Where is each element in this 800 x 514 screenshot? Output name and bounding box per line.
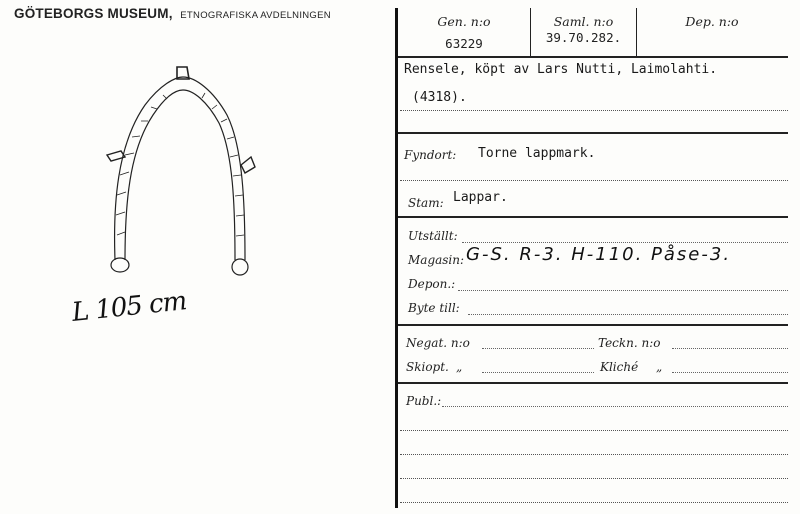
dotted-rule — [672, 348, 788, 349]
rule — [398, 382, 788, 384]
rule — [398, 324, 788, 326]
skiopt-value: „ — [456, 360, 463, 374]
museum-name: GÖTEBORGS MUSEUM, — [14, 6, 173, 21]
skiopt-label: Skiopt. — [406, 360, 449, 374]
magasin-label: Magasin: — [408, 253, 465, 267]
dotted-rule — [482, 372, 594, 373]
dotted-rule — [672, 372, 788, 373]
department-name: ETNOGRAFISKA AVDELNINGEN — [180, 10, 331, 21]
saml-value: 39.70.282. — [545, 30, 622, 45]
dotted-rule — [458, 290, 788, 291]
dotted-rule — [400, 478, 788, 479]
description-line-2: (4318). — [412, 90, 467, 105]
dotted-rule — [462, 242, 788, 243]
fyndort-label: Fyndort: — [404, 148, 457, 162]
dotted-rule — [442, 406, 788, 407]
negat-label: Negat. n:o — [406, 336, 470, 350]
dotted-rule — [400, 502, 788, 503]
dotted-rule — [400, 454, 788, 455]
rule — [398, 216, 788, 218]
gen-label: Gen. n:o — [437, 14, 491, 29]
rule — [398, 132, 788, 134]
kliche-label: Kliché — [600, 360, 639, 374]
utstallt-label: Utställt: — [408, 229, 458, 243]
magasin-value: G-S. R-3. H-110. Påse-3. — [466, 244, 732, 265]
teckn-label: Teckn. n:o — [598, 336, 661, 350]
dep-label: Dep. n:o — [685, 14, 739, 29]
description-line-1: Rensele, köpt av Lars Nutti, Laimolahti. — [404, 62, 718, 77]
publ-label: Publ.: — [406, 394, 442, 408]
dotted-rule — [468, 314, 788, 315]
length-annotation: L 105 cm — [70, 286, 188, 328]
gen-value: 63229 — [445, 36, 483, 51]
dotted-rule — [482, 348, 594, 349]
reindeer-harness-sketch-icon — [95, 55, 275, 295]
kliche-value: „ — [656, 360, 663, 374]
card-divider — [395, 8, 398, 508]
rule — [398, 56, 788, 58]
dotted-rule — [400, 180, 788, 181]
museum-header — [14, 6, 331, 21]
byte-label: Byte till: — [408, 301, 460, 315]
stam-label: Stam: — [408, 196, 444, 210]
dotted-rule — [400, 110, 788, 111]
fyndort-value: Torne lappmark. — [478, 146, 596, 161]
dotted-rule — [400, 430, 788, 431]
depon-label: Depon.: — [408, 277, 456, 291]
stam-value: Lappar. — [453, 190, 508, 205]
saml-label: Saml. n:o — [553, 14, 614, 29]
